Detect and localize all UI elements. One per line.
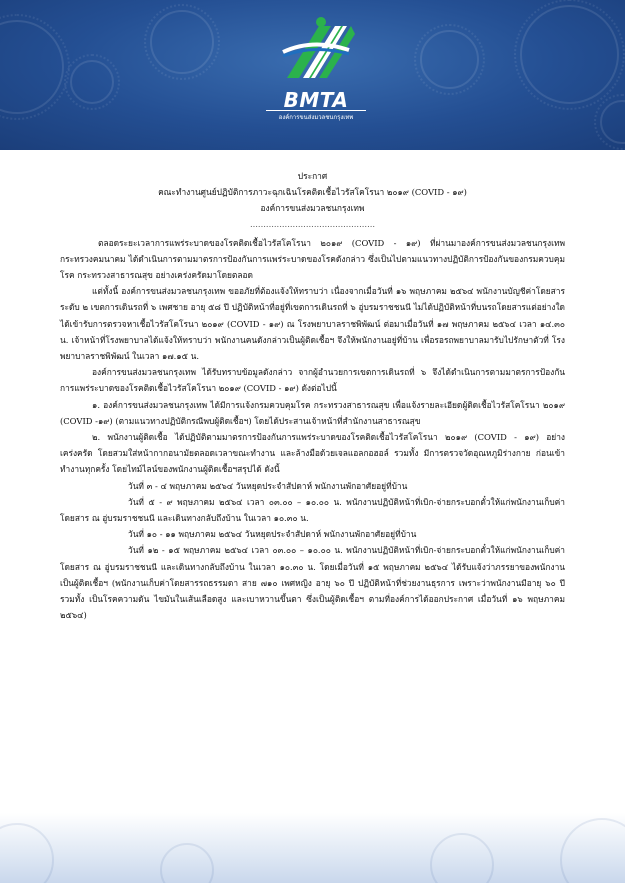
virus-decoration bbox=[430, 833, 494, 883]
virus-decoration bbox=[160, 843, 214, 883]
virus-decoration bbox=[520, 5, 619, 104]
timeline-entry: วันที่ ๑๒ - ๑๕ พฤษภาคม ๒๕๖๔ เวลา ๐๓.๐๐ – ๑๐.๐๐ น. พนักงานปฏิบัติหน้าที่เบิก-จ่ายกระบอกตั๋วให้แก่พนักงานเก็บค่าโดยสาร ณ อู่บรมราชชนนี และเดินทางกลับถึงบ้าน ในเวลา ๑๐.๓๐ น. โดยเมื่อวันที่ ๑๕ พฤษภาคม ๒๕๖๔ ได้รับแจ้งว่าภรรยาของพนักงานเป็นผู้ติดเชื้อฯ (พนักงานเก็บค่าโดยสารรถธรรมดา สาย ๗๑๐ เพศหญิง อายุ ๖๐ ปี ปฏิบัติหน้าที่ช่วยงานธุรการ เพราะว่าพนักงานมีอายุ ๖๐ ปี รวมทั้ง เป็นโรคความดัน ไขมันในเส้นเลือดสูง และเบาหวานขึ้นตา ซึ่งเป็นผู้ติดเชื้อฯ ตามที่องค์การได้ออกประกาศ เมื่อวันที่ ๑๖ พฤษภาคม ๒๕๖๔) bbox=[60, 545, 565, 621]
brand-name: BMTA bbox=[283, 88, 349, 112]
announcement-body bbox=[60, 168, 565, 623]
timeline-entry: วันที่ ๑๐ - ๑๑ พฤษภาคม ๒๕๖๔ วันหยุดประจำสัปดาห์ พนักงานพักอาศัยอยู่ที่บ้าน bbox=[128, 529, 417, 540]
virus-decoration bbox=[70, 60, 114, 104]
timeline-entry: วันที่ ๕ - ๙ พฤษภาคม ๒๕๖๔ เวลา ๐๓.๐๐ – ๑๐.๐๐ น. พนักงานปฏิบัติหน้าที่เบิก-จ่ายกระบอกตั๋วให้แก่พนักงานเก็บค่าโดยสาร ณ อู่บรมราชชนนี และเดินทางกลับถึงบ้าน ในเวลา ๑๐.๓๐ น. bbox=[60, 496, 565, 524]
announcement-organization: องค์การขนส่งมวลชนกรุงเทพ bbox=[260, 203, 365, 214]
footer-banner bbox=[0, 813, 625, 883]
paragraph-case: แต่ทั้งนี้ องค์การขนส่งมวลชนกรุงเทพ ขออภัยที่ต้องแจ้งให้ทราบว่า เนื่องจากเมื่อวันที่ ๑๖ พฤษภาคม ๒๕๖๔ พนักงานบัญชีค่าโดยสาร ระดับ ๒ เขตการเดินรถที่ ๖ เพศชาย อายุ ๕๘ ปี ปฏิบัติหน้าที่อยู่ที่เขตการเดินรถที่ ๖ อู่บรมราชชนนี ไม่ได้ปฏิบัติหน้าที่บนรถโดยสารแต่อย่างใด ได้เข้ารับการตรวจหาเชื้อไวรัสโคโรนา ๒๐๑๙ (COVID - ๑๙) ณ โรงพยาบาลราชพิพัฒน์ ต่อมาเมื่อวันที่ ๑๗ พฤษภาคม ๒๕๖๔ เวลา ๑๔.๓๐ น. เจ้าหน้าที่โรงพยาบาลได้แจ้งให้ทราบว่า พนักงานคนดังกล่าวเป็นผู้ติดเชื้อฯ จึงให้พนักงานอยู่ที่บ้าน เพื่อรอรถพยาบาลมารับไปรักษาตัวที่ โรงพยาบาลราชพิพัฒน์ ในเวลา ๑๗.๑๕ น. bbox=[60, 286, 565, 362]
virus-decoration bbox=[0, 823, 54, 883]
timeline-entry: วันที่ ๓ - ๔ พฤษภาคม ๒๕๖๔ วันหยุดประจำสัปดาห์ พนักงานพักอาศัยอยู่ที่บ้าน bbox=[128, 480, 408, 491]
paragraph-item-2: ๒. พนักงานผู้ติดเชื้อ ได้ปฏิบัติตามมาตรการป้องกันการแพร่ระบาดของโรคติดเชื้อไวรัสโคโรนา ๒๐๑๙ (COVID - ๑๙) อย่างเคร่งครัด โดยสวมใส่หน้ากากอนามัยตลอดเวลาขณะทำงาน และล้างมือด้วยเจลแอลกอฮอล์ รวมทั้ง มีการตรวจวัดอุณหภูมิร่างกาย ก่อนเข้าทำงานทุกครั้ง โดยไทม์ไลน์ของพนักงานผู้ติดเชื้อฯสรุปได้ ดังนี้ bbox=[60, 432, 565, 475]
announcement-issuer: คณะทำงานศูนย์ปฏิบัติการภาวะฉุกเฉินโรคติดเชื้อไวรัสโคโรนา ๒๐๑๙ (COVID - ๑๙) bbox=[158, 187, 467, 198]
header-banner bbox=[0, 0, 625, 150]
virus-decoration bbox=[0, 20, 64, 114]
paragraph-intro: ตลอดระยะเวลาการแพร่ระบาดของโรคติดเชื้อไวรัสโคโรนา ๒๐๑๙ (COVID - ๑๙) ที่ผ่านมาองค์การขนส่งมวลชนกรุงเทพ กระทรวงคมนาคม ได้ดำเนินการตามมาตรการป้องกันการแพร่ระบาดของโรคดังกล่าว ซึ่งเป็นไปตามแนวทางปฏิบัติการป้องกันของกรมควบคุมโรค กระทรวงสาธารณสุข อย่างเคร่งครัดมาโดยตลอด bbox=[60, 237, 565, 281]
virus-decoration bbox=[150, 10, 214, 74]
virus-decoration bbox=[420, 30, 479, 89]
brand-subtitle: องค์การขนส่งมวลชนกรุงเทพ bbox=[266, 110, 366, 122]
paragraph-item-1: ๑. องค์การขนส่งมวลชนกรุงเทพ ได้มีการแจ้งกรมควบคุมโรค กระทรวงสาธารณสุข เพื่อแจ้งรายละเอียดผู้ติดเชื้อไวรัสโคโรนา ๒๐๑๙ (COVID -๑๙) (ตามแนวทางปฏิบัติกรณีพบผู้ติดเชื้อฯ) โดยได้ประสานเจ้าหน้าที่สำนักงานสาธารณสุข bbox=[60, 399, 565, 426]
divider-dots: ............................................... bbox=[249, 218, 376, 229]
paragraph-actions: องค์การขนส่งมวลชนกรุงเทพ ได้รับทราบข้อมูลดังกล่าว จากผู้อำนวยการเขตการเดินรถที่ ๖ จึงได้ดำเนินการตามมาตรการป้องกันการแพร่ระบาดของโรคติดเชื้อไวรัสโคโรนา ๒๐๑๙ (COVID - ๑๙) ดังต่อไปนี้ bbox=[60, 367, 565, 394]
virus-decoration bbox=[600, 100, 625, 144]
announcement-heading: ประกาศ bbox=[297, 171, 328, 181]
virus-decoration bbox=[560, 818, 625, 883]
